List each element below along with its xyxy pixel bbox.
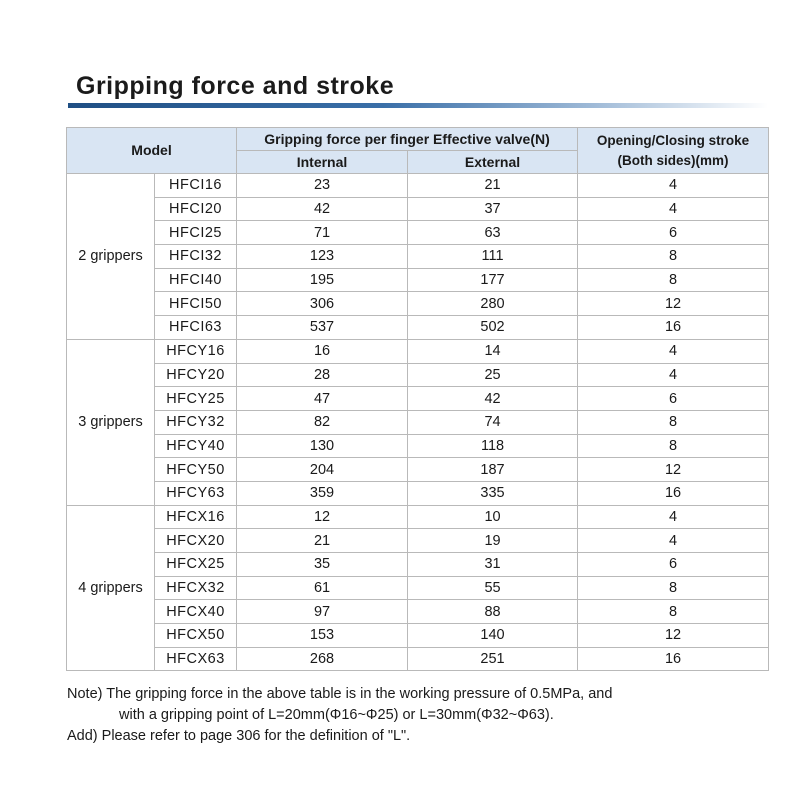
external-force-cell: 88	[408, 600, 578, 624]
stroke-cell: 4	[578, 339, 769, 363]
header-stroke	[578, 128, 769, 174]
table-row	[67, 292, 769, 316]
table-row	[67, 576, 769, 600]
stroke-cell: 8	[578, 434, 769, 458]
external-force-cell: 118	[408, 434, 578, 458]
internal-force-cell: 130	[237, 434, 408, 458]
group-label: 2 grippers	[67, 174, 155, 340]
table-row	[67, 245, 769, 269]
table-row	[67, 268, 769, 292]
internal-force-cell: 306	[237, 292, 408, 316]
model-cell: HFCI20	[155, 197, 237, 221]
header-internal: Internal	[237, 151, 408, 174]
internal-force-cell: 28	[237, 363, 408, 387]
model-cell: HFCI32	[155, 245, 237, 269]
model-cell: HFCX40	[155, 600, 237, 624]
internal-force-cell: 71	[237, 221, 408, 245]
table-row	[67, 600, 769, 624]
internal-force-cell: 195	[237, 268, 408, 292]
internal-force-cell: 16	[237, 339, 408, 363]
stroke-cell: 6	[578, 553, 769, 577]
table-row	[67, 481, 769, 505]
external-force-cell: 21	[408, 174, 578, 198]
external-force-cell: 63	[408, 221, 578, 245]
external-force-cell: 31	[408, 553, 578, 577]
internal-force-cell: 47	[237, 387, 408, 411]
group-label: 3 grippers	[67, 339, 155, 505]
internal-force-cell: 268	[237, 647, 408, 671]
internal-force-cell: 123	[237, 245, 408, 269]
stroke-cell: 16	[578, 316, 769, 340]
table-row	[67, 505, 769, 529]
table-row	[67, 529, 769, 553]
internal-force-cell: 359	[237, 481, 408, 505]
table-row	[67, 434, 769, 458]
internal-force-cell: 97	[237, 600, 408, 624]
stroke-cell: 12	[578, 292, 769, 316]
stroke-cell: 6	[578, 387, 769, 411]
note-line-3: Add) Please refer to page 306 for the definition of "L".	[67, 728, 411, 744]
internal-force-cell: 61	[237, 576, 408, 600]
internal-force-cell: 204	[237, 458, 408, 482]
table-row	[67, 410, 769, 434]
external-force-cell: 14	[408, 339, 578, 363]
table-row	[67, 387, 769, 411]
table-row	[67, 316, 769, 340]
header-external: External	[408, 151, 578, 174]
table-row	[67, 174, 769, 198]
stroke-cell: 12	[578, 624, 769, 648]
model-cell: HFCY63	[155, 481, 237, 505]
internal-force-cell: 153	[237, 624, 408, 648]
model-cell: HFCX50	[155, 624, 237, 648]
table-row	[67, 197, 769, 221]
stroke-cell: 16	[578, 481, 769, 505]
stroke-cell: 4	[578, 363, 769, 387]
external-force-cell: 37	[408, 197, 578, 221]
model-cell: HFCX25	[155, 553, 237, 577]
note-line-1: Note) The gripping force in the above table is in the working pressure of 0.5MPa, and	[67, 686, 613, 702]
external-force-cell: 10	[408, 505, 578, 529]
model-cell: HFCY32	[155, 410, 237, 434]
stroke-cell: 4	[578, 174, 769, 198]
header-stroke-line1: Opening/Closing stroke	[596, 132, 750, 148]
internal-force-cell: 42	[237, 197, 408, 221]
external-force-cell: 111	[408, 245, 578, 269]
stroke-cell: 8	[578, 268, 769, 292]
model-cell: HFCY16	[155, 339, 237, 363]
internal-force-cell: 82	[237, 410, 408, 434]
model-cell: HFCI16	[155, 174, 237, 198]
table-row	[67, 647, 769, 671]
external-force-cell: 187	[408, 458, 578, 482]
model-cell: HFCY25	[155, 387, 237, 411]
table-row	[67, 339, 769, 363]
stroke-cell: 4	[578, 529, 769, 553]
header-model: Model	[67, 128, 237, 174]
stroke-cell: 12	[578, 458, 769, 482]
model-cell: HFCI63	[155, 316, 237, 340]
model-cell: HFCY50	[155, 458, 237, 482]
external-force-cell: 502	[408, 316, 578, 340]
note-line-2: with a gripping point of L=20mm(Φ16~Φ25) or L=30mm(Φ32~Φ63).	[119, 707, 554, 723]
header-stroke-line2: (Both sides)(mm)	[617, 152, 729, 168]
table-row	[67, 221, 769, 245]
model-cell: HFCX63	[155, 647, 237, 671]
internal-force-cell: 12	[237, 505, 408, 529]
external-force-cell: 251	[408, 647, 578, 671]
model-cell: HFCY20	[155, 363, 237, 387]
stroke-cell: 8	[578, 576, 769, 600]
table-row	[67, 624, 769, 648]
internal-force-cell: 23	[237, 174, 408, 198]
model-cell: HFCI50	[155, 292, 237, 316]
external-force-cell: 177	[408, 268, 578, 292]
stroke-cell: 8	[578, 600, 769, 624]
external-force-cell: 25	[408, 363, 578, 387]
table-body	[67, 174, 769, 671]
model-cell: HFCI40	[155, 268, 237, 292]
table-header	[67, 128, 769, 174]
header-gripping-force: Gripping force per finger Effective valve(N)	[237, 128, 578, 151]
internal-force-cell: 21	[237, 529, 408, 553]
group-label: 4 grippers	[67, 505, 155, 671]
stroke-cell: 6	[578, 221, 769, 245]
table-row	[67, 553, 769, 577]
model-cell: HFCI25	[155, 221, 237, 245]
stroke-cell: 16	[578, 647, 769, 671]
external-force-cell: 280	[408, 292, 578, 316]
stroke-cell: 4	[578, 505, 769, 529]
external-force-cell: 74	[408, 410, 578, 434]
external-force-cell: 55	[408, 576, 578, 600]
internal-force-cell: 537	[237, 316, 408, 340]
table-row	[67, 458, 769, 482]
external-force-cell: 335	[408, 481, 578, 505]
model-cell: HFCX16	[155, 505, 237, 529]
external-force-cell: 42	[408, 387, 578, 411]
title-underline	[68, 103, 768, 108]
stroke-cell: 8	[578, 245, 769, 269]
gripping-force-table	[66, 127, 769, 671]
notes	[67, 684, 612, 747]
stroke-cell: 4	[578, 197, 769, 221]
model-cell: HFCX32	[155, 576, 237, 600]
internal-force-cell: 35	[237, 553, 408, 577]
external-force-cell: 19	[408, 529, 578, 553]
stroke-cell: 8	[578, 410, 769, 434]
table-row	[67, 363, 769, 387]
model-cell: HFCX20	[155, 529, 237, 553]
page-title: Gripping force and stroke	[76, 72, 395, 100]
external-force-cell: 140	[408, 624, 578, 648]
model-cell: HFCY40	[155, 434, 237, 458]
